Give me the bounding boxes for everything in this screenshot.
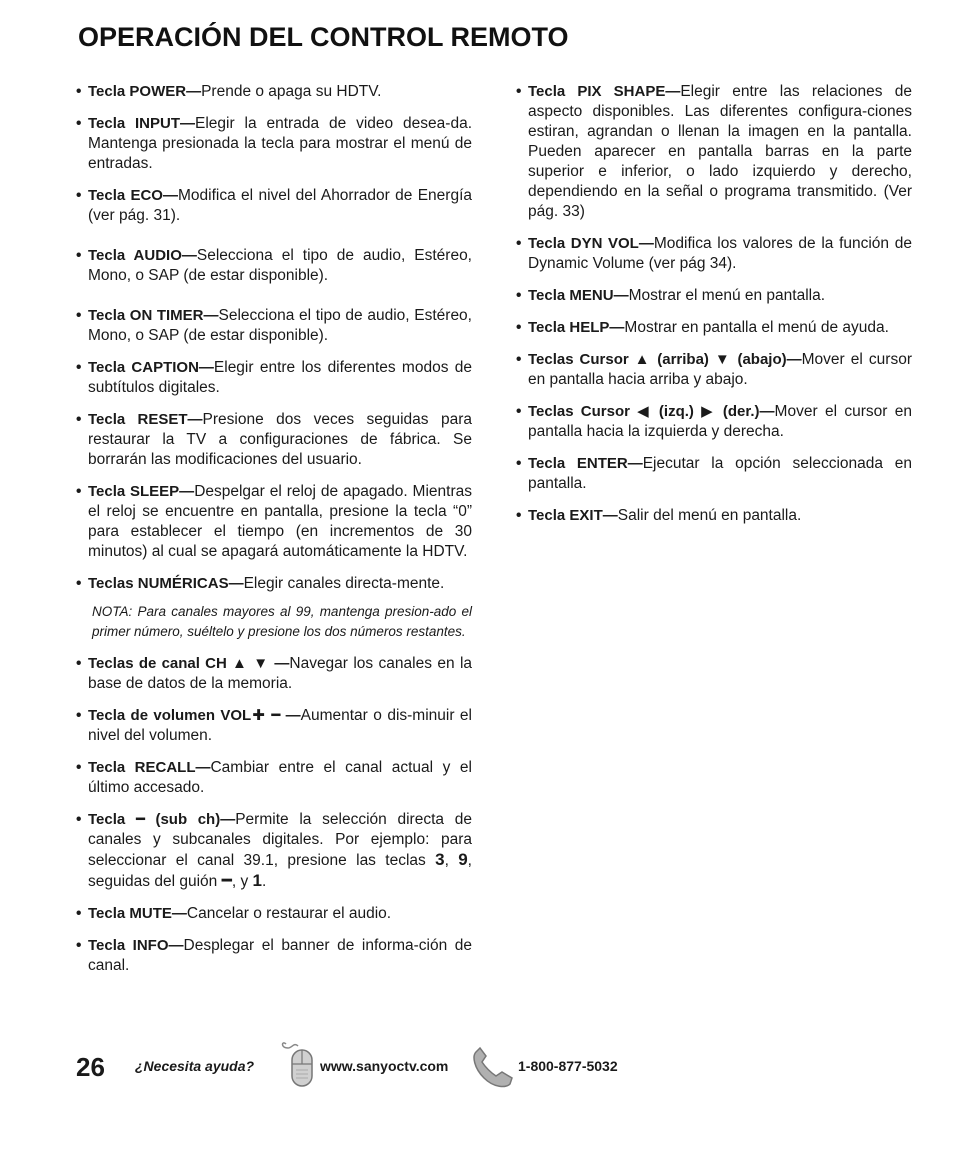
telephone-icon [470, 1046, 518, 1090]
help-text: ¿Necesita ayuda? [135, 1058, 255, 1074]
page-footer [0, 1038, 954, 1098]
page-number: 26 [76, 1052, 105, 1082]
note-text: NOTA: Para canales mayores al 99, mantenga presion-ado el primer número, suéltelo y presione los dos números restantes. [92, 604, 472, 639]
list-item-sleep: • Tecla SLEEP—Despelgar el reloj de apagado. Mientras el reloj se encuentre en pantalla, presione la tecla “0” para establecer el tiempo (en incrementos de 30 minutos) al cual se apagará automáticamente la HDTV. [76, 483, 472, 560]
list-item-help: • Tecla HELP—Mostrar en pantalla el menú de ayuda. [516, 319, 889, 336]
mouse-icon [278, 1038, 318, 1090]
phone-number: 1-800-877-5032 [518, 1058, 618, 1074]
list-item-enter: • Tecla ENTER—Ejecutar la opción seleccionada en pantalla. [516, 455, 913, 492]
list-item-audio: • Tecla AUDIO—Selecciona el tipo de audio, Estéreo, Mono, o SAP (de estar disponible). [76, 247, 472, 284]
list-item-dyn-vol: • Tecla DYN VOL—Modifica los valores de la función de Dynamic Volume (ver pág 34). [516, 235, 912, 272]
list-item-channel: • Teclas de canal CH ▲ ▼ —Navegar los canales en la base de datos de la memoria. [76, 655, 473, 692]
list-item-info: • Tecla INFO—Desplegar el banner de informa-ción de canal. [76, 937, 472, 974]
list-item-sub-channel: • Tecla ━ (sub ch)—Permite la selección directa de canales y subcanales digitales. Por ejemplo: para seleccionar el canal 39.1, presione las teclas 3, 9, seguidas del guión ━, y 1. [76, 811, 472, 890]
list-item-eco: • Tecla ECO—Modifica el nivel del Ahorrador de Energía (ver pág. 31). [76, 187, 473, 224]
list-item-pix-shape: • Tecla PIX SHAPE—Elegir entre las relaciones de aspecto disponibles. Las diferentes configura-ciones estiran, agrandan o llenan la imagen en la pantalla. Pueden aparecer en pantalla barras en la parte superior e inferior, o lado izquierdo y derecho, dependiendo en la señal o programa transmitido. (Ver pág. 33) [516, 83, 912, 220]
list-item-cursor-vertical: • Teclas Cursor ▲ (arriba) ▼ (abajo)—Mover el cursor en pantalla hacia arriba y abajo. [516, 351, 912, 388]
list-item-menu: • Tecla MENU—Mostrar el menú en pantalla. [516, 287, 826, 304]
list-item-reset: • Tecla RESET—Presione dos veces seguidas para restaurar la TV a configuraciones de fábrica. Se borrarán las modificaciones del usuario. [76, 411, 472, 468]
list-item-mute: • Tecla MUTE—Cancelar o restaurar el audio. [76, 905, 392, 922]
list-item-volume: • Tecla de volumen VOL✚ ━ —Aumentar o dis-minuir el nivel del volumen. [76, 707, 472, 744]
list-item-power: • Tecla POWER—Prende o apaga su HDTV. [76, 83, 382, 100]
list-item-numeric: • Teclas NUMÉRICAS—Elegir canales directa-mente. [76, 575, 445, 592]
list-item-on-timer: • Tecla ON TIMER—Selecciona el tipo de audio, Estéreo, Mono, o SAP (de estar disponible). [76, 307, 472, 344]
list-item-caption: • Tecla CAPTION—Elegir entre los diferentes modos de subtítulos digitales. [76, 359, 472, 396]
list-item-recall: • Tecla RECALL—Cambiar entre el canal actual y el último accesado. [76, 759, 472, 796]
left-column [76, 82, 472, 988]
website-link[interactable]: www.sanyoctv.com [320, 1058, 449, 1074]
list-item-exit: • Tecla EXIT—Salir del menú en pantalla. [516, 507, 802, 524]
page-title: OPERACIÓN DEL CONTROL REMOTO [78, 22, 569, 52]
list-item-cursor-horizontal: • Teclas Cursor ◀ (izq.) ▶ (der.)—Mover el cursor en pantalla hacia la izquierda y derecha. [516, 403, 912, 440]
list-item-input: • Tecla INPUT—Elegir la entrada de video desea-da. Mantenga presionada la tecla para mostrar el menú de entradas. [76, 115, 473, 172]
right-column [516, 82, 912, 538]
